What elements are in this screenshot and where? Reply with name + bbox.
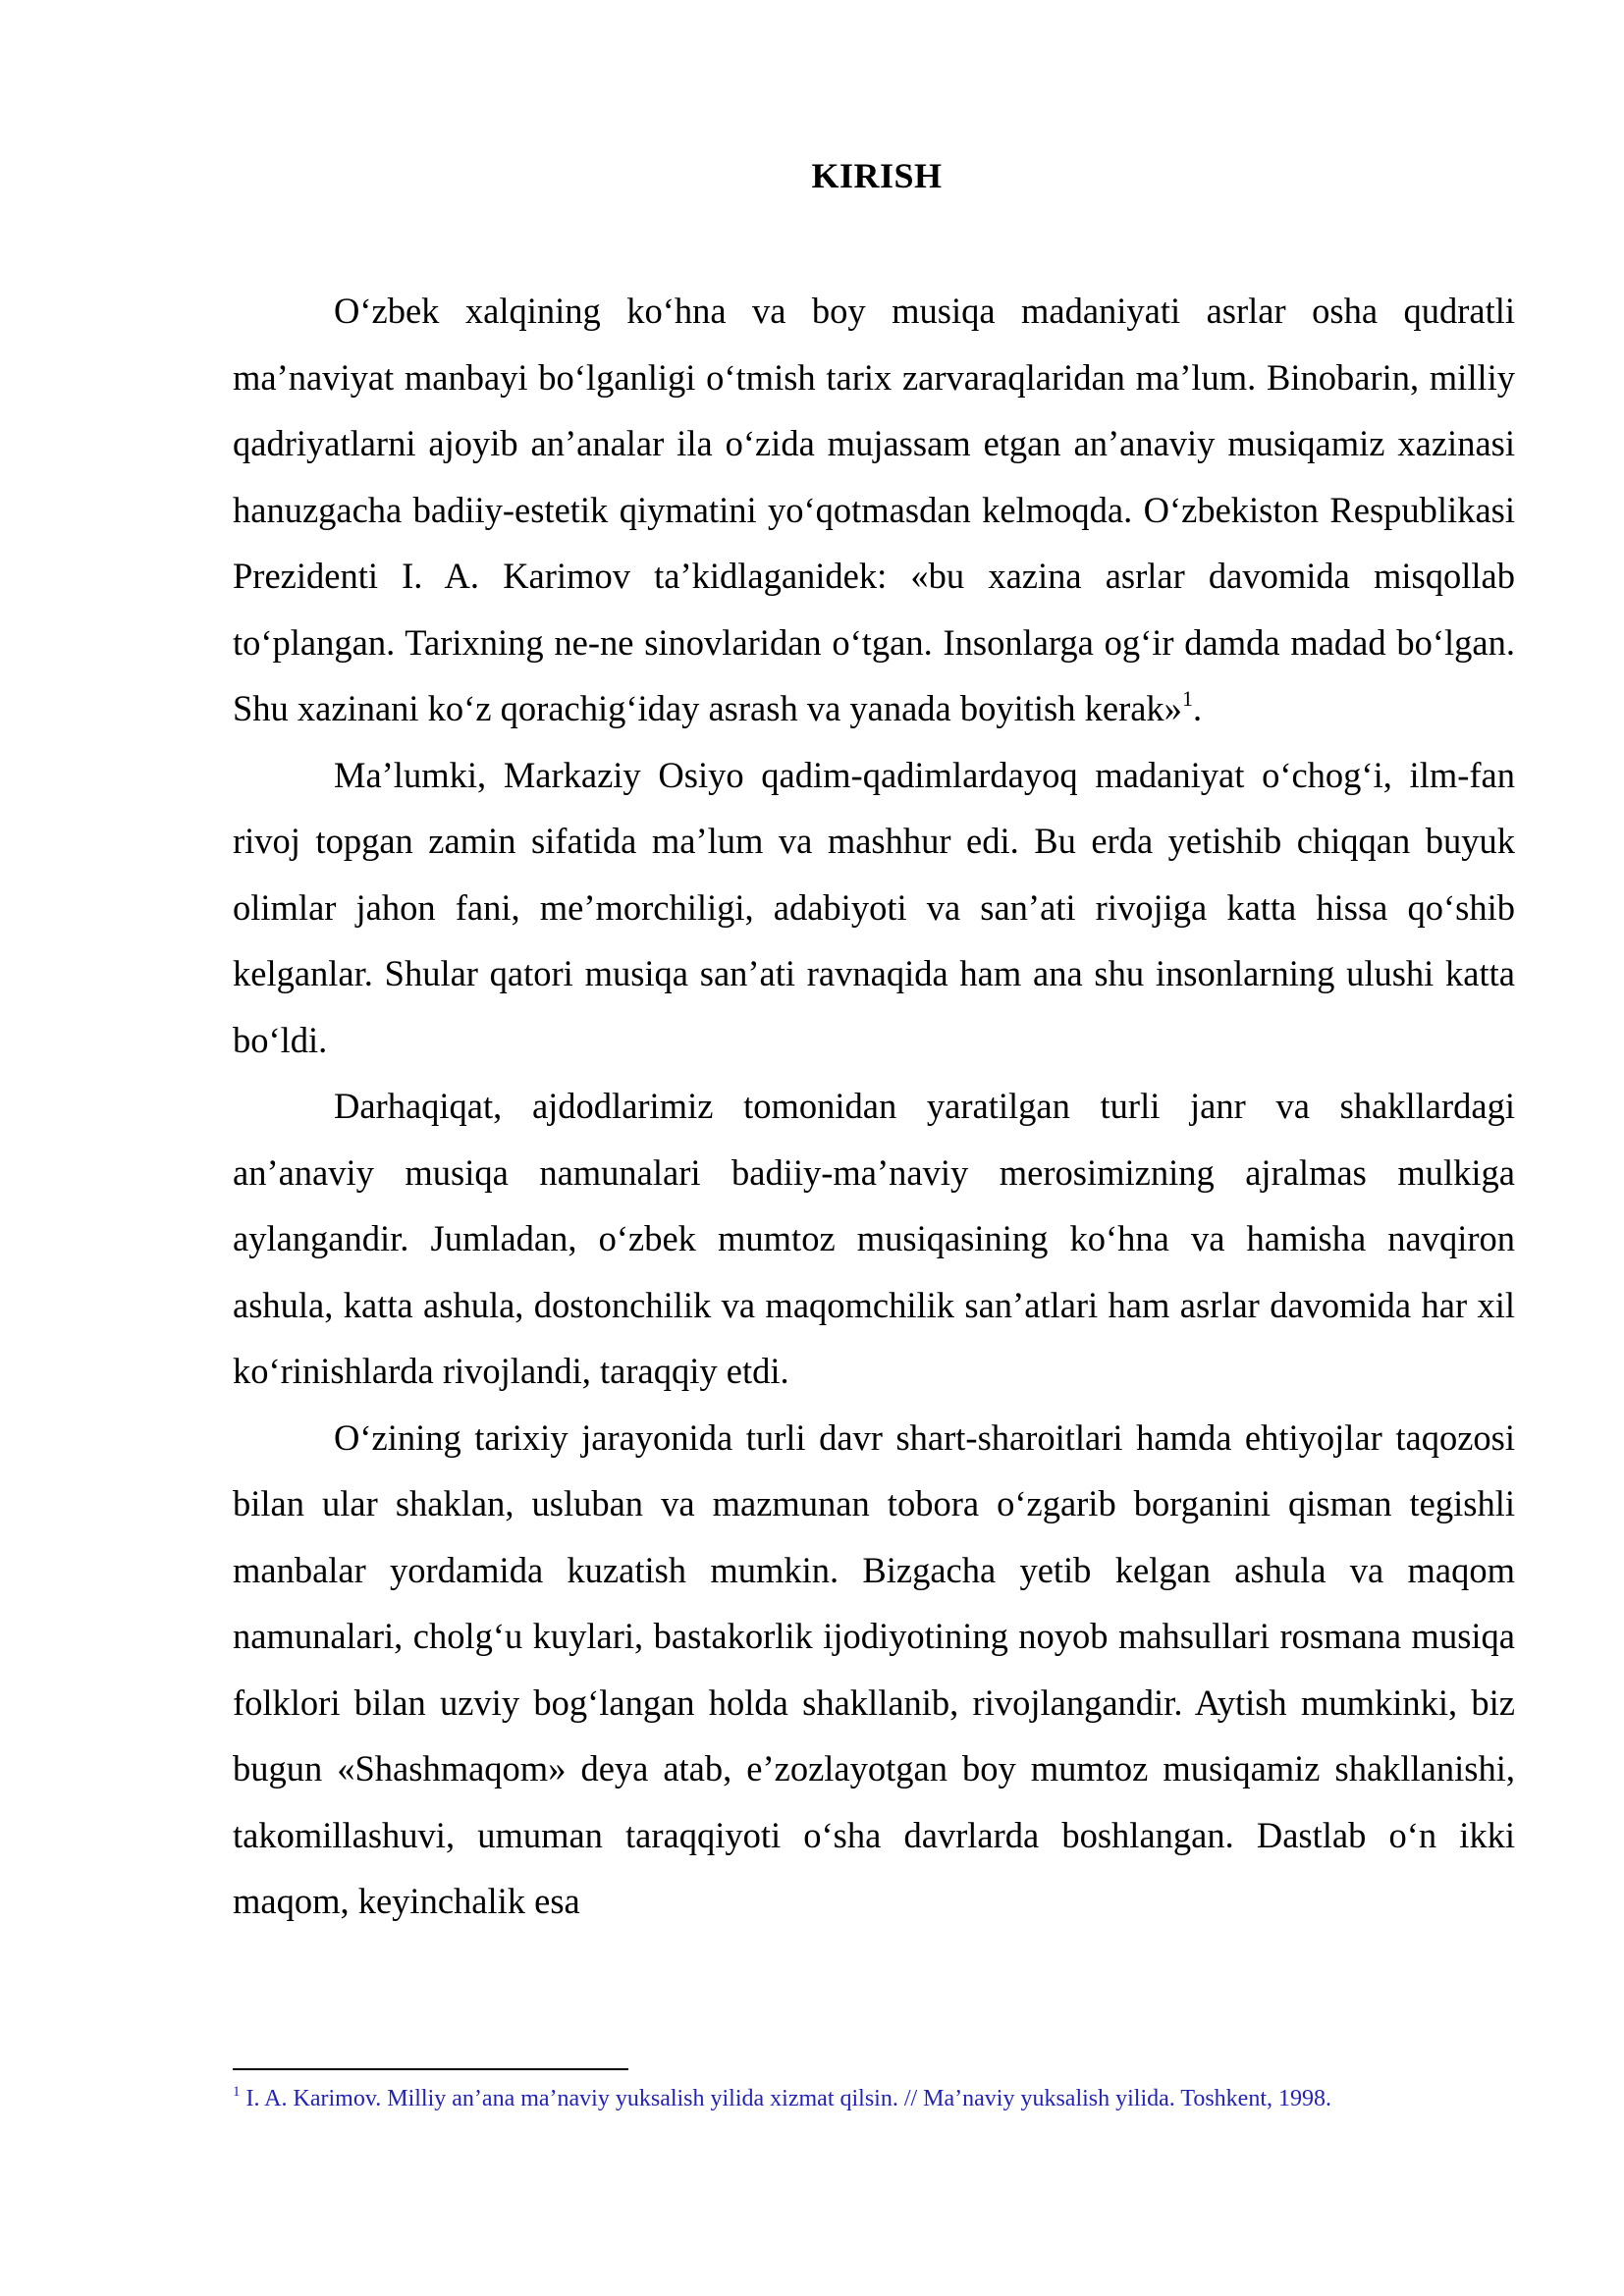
paragraph-1 [233,278,1515,742]
paragraph-2: Ma’lumki, Markaziy Osiyo qadim-qadimlardayoq madaniyat o‘chog‘i, ilm-fan rivoj topgan zamin sifatida ma’lum va mashhur edi. Bu erda yetishib chiqqan buyuk olimlar jahon fani, me’morchiligi, adabiyoti va san’ati rivojiga katta hissa qo‘shib kelganlar. Shular qatori musiqa san’ati ravnaqida ham ana shu insonlarning ulushi katta bo‘ldi. [233,754,1515,1060]
paragraph-1-text: O‘zbek xalqining ko‘hna va boy musiqa madaniyati asrlar osha qudratli ma’naviyat manbayi bo‘lganligi o‘tmish tarix zarvaraqlaridan ma’lum. Binobarin, milliy qadriyatlarni ajoyib an’analar ila o‘zida mujassam etgan an’anaviy musiqamiz xazinasi hanuzgacha badiiy-estetik qiymatini yo‘qotmasdan kelmoqda. O‘zbekiston Respublikasi Prezidenti I. A. Karimov ta’kidlaganidek: «bu xazina asrlar davomida misqollab to‘plangan. Tarixning ne-ne sinovlaridan o‘tgan. Insonlarga og‘ir damda madad bo‘lgan. Shu xazinani ko‘z qorachig‘iday asrash va yanada boyitish kerak» [233,291,1515,728]
page-title: KIRISH [811,156,943,195]
footnote-separator [233,2068,628,2070]
footnote-reference[interactable]: 1 [1181,686,1193,711]
body-text [233,278,1515,1935]
paragraph-1-end: . [1192,688,1203,728]
footnote [233,2085,1515,2113]
footnote-number: 1 [233,2084,241,2100]
paragraph-3: Darhaqiqat, ajdodlarimiz tomonidan yaratilgan turli janr va shakllardagi an’anaviy musiqa namunalari badiiy-ma’naviy merosimizning ajralmas mulkiga aylangandir. Jumladan, o‘zbek mumtoz musiqasining ko‘hna va hamisha navqiron ashula, katta ashula, dostonchilik va maqomchilik san’atlari ham asrlar davomida har xil ko‘rinishlarda rivojlandi, taraqqiy etdi. [233,1086,1515,1391]
footnote-text: I. A. Karimov. Milliy an’ana ma’naviy yuksalish yilida xizmat qilsin. // Ma’naviy yuksalish yilida. Toshkent, 1998. [245,2086,1331,2111]
paragraph-4: O‘zining tarixiy jarayonida turli davr shart-sharoitlari hamda ehtiyojlar taqozosi bilan ular shaklan, usluban va mazmunan tobora o‘zgarib borganini qisman tegishli manbalar yordamida kuzatish mumkin. Bizgacha yetib kelgan ashula va maqom namunalari, cholg‘u kuylari, bastakorlik ijodiyotining noyob mahsullari rosmana musiqa folklori bilan uzviy bog‘langan holda shakllanib, rivojlangandir. Aytish mumkinki, biz bugun «Shashmaqom» deya atab, e’zozlayotgan boy mumtoz musiqamiz shakllanishi, takomillashuvi, umuman taraqqiyoti o‘sha davrlarda boshlangan. Dastlab o‘n ikki maqom, keyinchalik esa [233,1416,1515,1921]
